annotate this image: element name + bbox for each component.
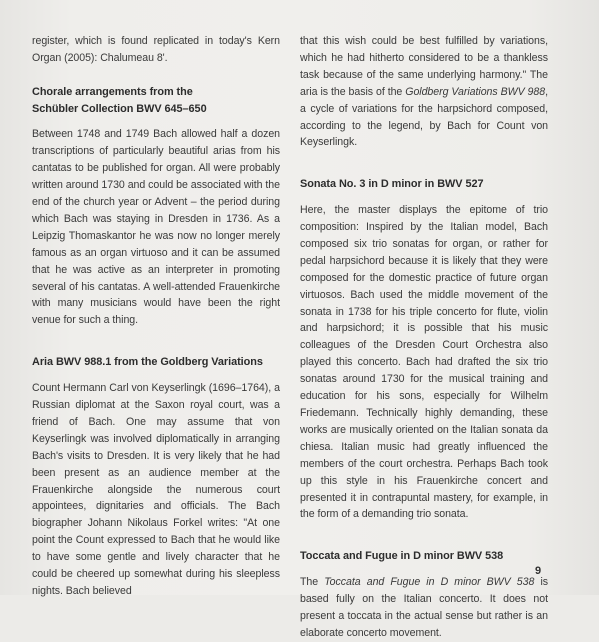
right-intro-paragraph [300,33,548,151]
right-column [300,33,548,642]
heading-sonata: Sonata No. 3 in D minor in BWV 527 [300,178,484,191]
toccata-text-b: is based fully on the Italian concerto. It does not present a toccata in the actual sense but rather is an elaborate concerto movement. [300,576,548,639]
heading-chorale-arrangements [32,84,280,118]
heading-aria: Aria BWV 988.1 from the Goldberg Variations [32,356,263,369]
right-intro-text-a: that this wish could be best fulfilled by variations, which he had hitherto considered to be a thankless task because of the same underlying harmony." The aria is the basis of the [300,35,548,98]
heading-line-2: Schübler Collection BWV 645–650 [32,102,207,115]
page-number: 9 [535,565,542,577]
chorale-paragraph: Between 1748 and 1749 Bach allowed half a dozen transcriptions of particularly beautiful arias from his cantatas to be published for organ. All were probably written around 1730 and could be associated with the end of the church year or Advent – the period during which Bach was staying in Dresden in 1736. As a Leipzig Thomaskantor he was now no longer merely famous as an organ virtuoso and it can be assumed that he was active as an interpreter in promoting several of his cantatas. A well-attended Frauenkirche with many musicians would have been the right venue for such a thing. [32,128,280,327]
toccata-text-a: The [300,576,325,589]
left-column [32,33,280,600]
aria-paragraph: Count Hermann Carl von Keyserlingk (1696–1764), a Russian diplomat at the Saxon royal court, was a friend of Bach. One may assume that von Keyserlingk was involved diplomatically in arranging Bach's visits to Dresden. It is very likely that he had been present as an audience member at the Frauenkirche alongside the numerous court appointees, dignitaries and officials. The Bach biographer Johann Nikolaus Forkel writes: "At one point the Count expressed to Bach that he would like to have some gentle and lively character that he could be cheered up somewhat during his sleepless nights. Bach believed [32,382,280,597]
toccata-italic: Toccata and Fugue in D minor BWV 538 [324,576,535,589]
heading-line-1: Chorale arrangements from the [32,85,193,98]
right-intro-text-b: , a cycle of variations for the harpsichord composed, according to the legend, by Bach for Count von Keyserlingk. [300,85,548,149]
heading-toccata: Toccata and Fugue in D minor BWV 538 [300,550,504,563]
right-intro-italic: Goldberg Variations BWV 988 [405,85,546,98]
toccata-paragraph [300,574,548,642]
sonata-paragraph: Here, the master displays the epitome of trio composition: Inspired by the Italian model, Bach composed six trio sonatas for organ, or rather for pedal harpsichord because it is likely that they were composed for the domestic practice of future organ virtuosos. Bach used the middle movement of the sonata in 1738 for his triple concerto for flute, violin and harpsichord; it is possible that his music colleagues of the Dresden Court Orchestra also played this concerto. Bach had drafted the six trio sonatas around 1730 for the musical training and education for his sons, especially for Wilhelm Friedemann. Technically highly demanding, these works are musically oriented on the Italian sonata da chiesa. Italian music had greatly influenced the members of the court orchestra. Perhaps Bach took up this style in his Frauenkirche concert and presented it in contrapuntal mastery, for example, in the form of a demanding trio sonata. [300,204,548,521]
left-intro-paragraph: register, which is found replicated in today's Kern Organ (2005): Chalumeau 8'. [32,35,280,64]
